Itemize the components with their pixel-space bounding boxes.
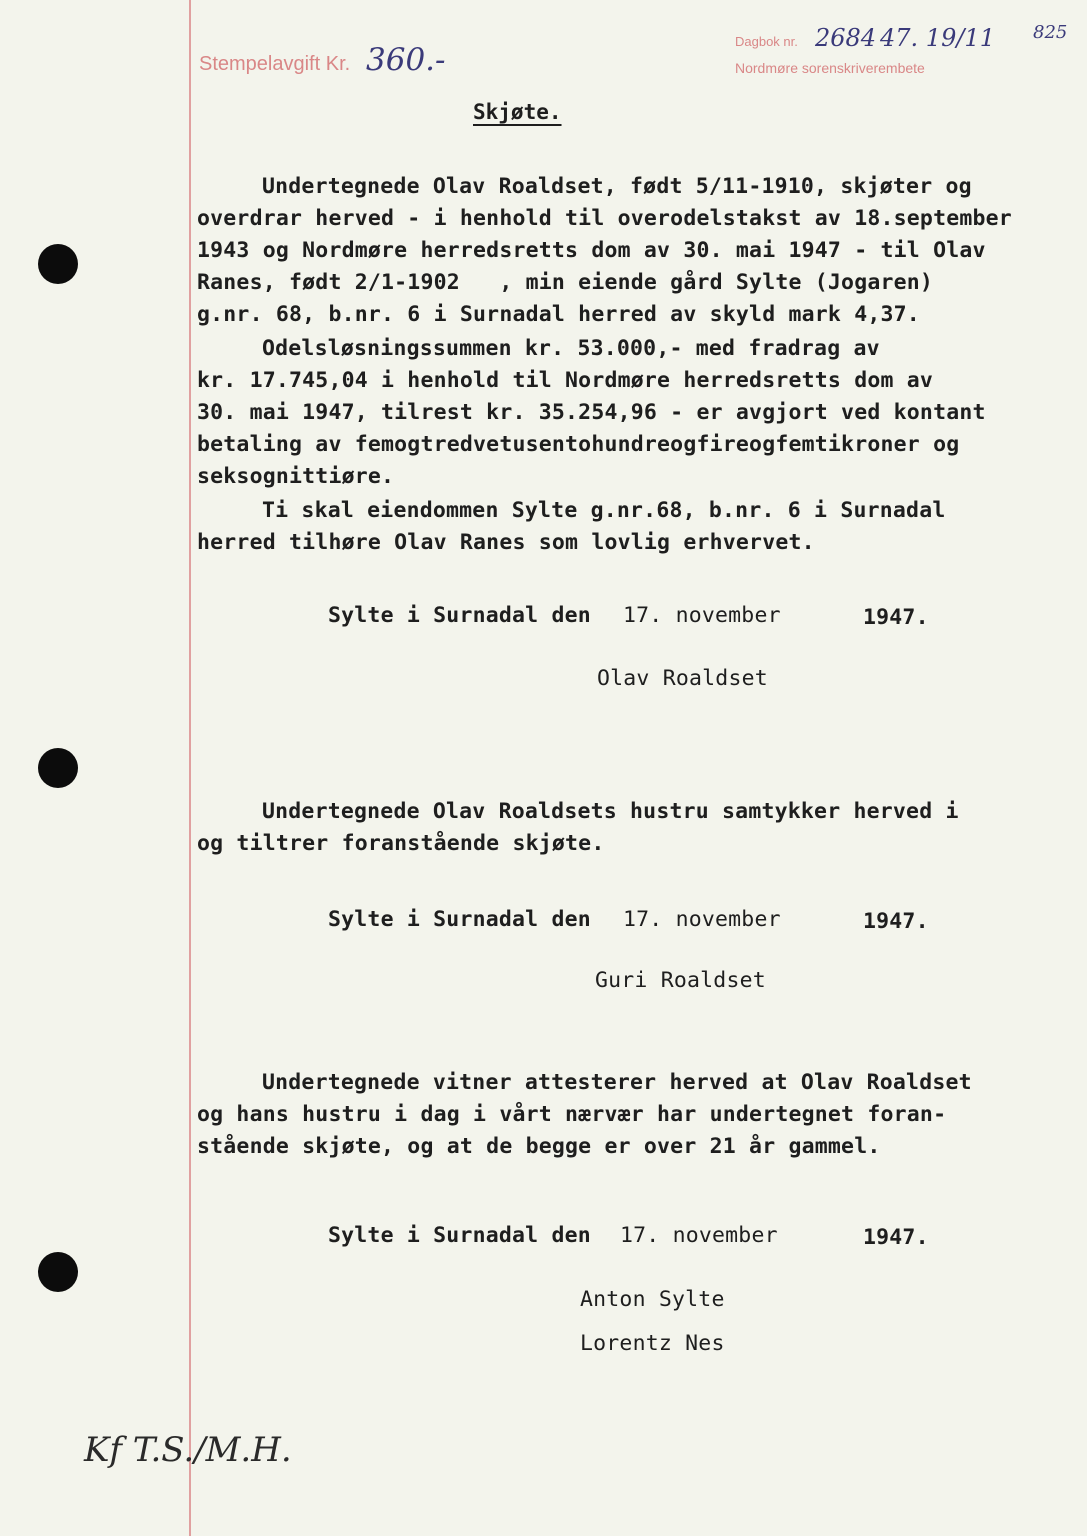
- register-number: 2684: [815, 24, 877, 52]
- text-line: 30. mai 1947, tilrest kr. 35.254,96 - er avgjort ved kontant: [197, 400, 986, 425]
- punch-hole: [38, 748, 78, 788]
- text-line: og hans hustru i dag i vårt nærvær har undertegnet foran-: [197, 1102, 947, 1127]
- text-line: stående skjøte, og at de begge er over 21 år gammel.: [197, 1134, 881, 1159]
- place-line: Sylte i Surnadal den: [328, 603, 591, 628]
- text-line: herred tilhøre Olav Ranes som lovlig erhvervet.: [197, 530, 815, 555]
- stamp-amount: 360.-: [366, 42, 446, 78]
- year-line: 1947.: [863, 909, 929, 934]
- text-line: Ti skal eiendommen Sylte g.nr.68, b.nr. 6 i Surnadal: [262, 498, 946, 523]
- text-line: Undertegnede Olav Roaldset, født 5/11-1910, skjøter og: [262, 174, 972, 199]
- margin-line: [189, 0, 191, 1536]
- text-line: kr. 17.745,04 i henhold til Nordmøre herredsretts dom av: [197, 368, 934, 393]
- signer-name: Olav Roaldset: [597, 666, 768, 691]
- place-line: Sylte i Surnadal den: [328, 1223, 591, 1248]
- text-line: Undertegnede Olav Roaldsets hustru samtykker herved i: [262, 799, 959, 824]
- year-line: 1947.: [863, 605, 929, 630]
- text-line: betaling av femogtredvetusentohundreogfireogfemtikroner og: [197, 432, 960, 457]
- text-line: Undertegnede vitner attesterer herved at Olav Roaldset: [262, 1070, 972, 1095]
- date-line: 17. november: [620, 1223, 778, 1248]
- witness-name: Anton Sylte: [580, 1287, 725, 1312]
- register-year-date: 47. 19/11: [880, 24, 995, 52]
- text-line: og tiltrer foranstående skjøte.: [197, 831, 605, 856]
- office-stamp: Nordmøre sorenskriverembete: [735, 60, 925, 76]
- signer-name: Guri Roaldset: [595, 968, 766, 993]
- punch-hole: [38, 244, 78, 284]
- text-line: seksognittiøre.: [197, 464, 395, 489]
- witness-name: Lorentz Nes: [580, 1331, 725, 1356]
- date-line: 17. november: [623, 907, 781, 932]
- document-title: Skjøte.: [473, 100, 562, 124]
- date-line: 17. november: [623, 603, 781, 628]
- punch-hole: [38, 1252, 78, 1292]
- handwritten-annotation: Kf T.S./M.H.: [84, 1430, 292, 1470]
- text-line: Ranes, født 2/1-1902 , min eiende gård Sylte (Jogaren): [197, 270, 934, 295]
- year-line: 1947.: [863, 1225, 929, 1250]
- text-line: overdrar herved - i henhold til overodelstakst av 18.september: [197, 206, 1012, 231]
- text-line: 1943 og Nordmøre herredsretts dom av 30. mai 1947 - til Olav: [197, 238, 986, 263]
- page-number: 825: [1033, 22, 1068, 43]
- text-line: Odelsløsningssummen kr. 53.000,- med fradrag av: [262, 336, 880, 361]
- place-line: Sylte i Surnadal den: [328, 907, 591, 932]
- stamp-label: Stempelavgift Kr.: [199, 53, 351, 75]
- register-prefix: Dagbok nr.: [735, 34, 798, 49]
- text-line: g.nr. 68, b.nr. 6 i Surnadal herred av skyld mark 4,37.: [197, 302, 920, 327]
